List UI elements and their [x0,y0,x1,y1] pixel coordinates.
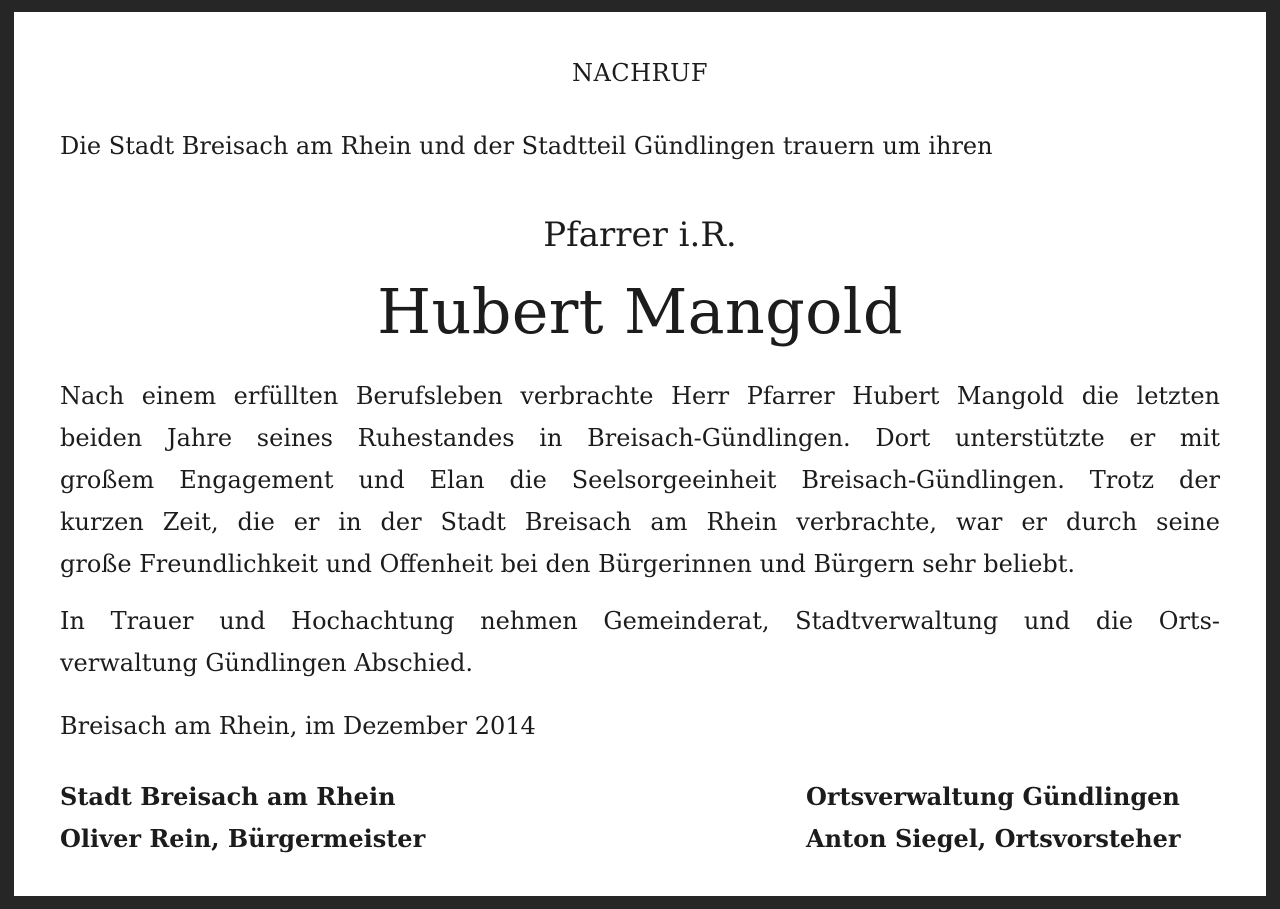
tribute-line: kurzen Zeit, die er in der Stadt Breisach am Rhein verbrachte, war er durch seine [60,508,1220,536]
tribute-line: großem Engagement und Elan die Seelsorgeeinheit Breisach-Gündlingen. Trotz der [60,466,1220,494]
tribute-line: Nach einem erfüllten Berufsleben verbrachte Herr Pfarrer Hubert Mangold die letzten [60,382,1220,410]
tribute-line: große Freundlichkeit und Offenheit bei den Bürgerinnen und Bürgern sehr beliebt. [60,550,1076,578]
farewell-line: verwaltung Gündlingen Abschied. [60,649,474,677]
intro-text: Die Stadt Breisach am Rhein und der Stadtteil Gündlingen trauern um ihren [60,132,993,160]
farewell-paragraph [60,600,1220,684]
tribute-paragraph [60,375,1220,585]
signatory-organization: Stadt Breisach am Rhein [60,782,396,811]
signatory-organization: Ortsverwaltung Gündlingen [806,782,1180,811]
place-date: Breisach am Rhein, im Dezember 2014 [60,712,536,740]
signatory-person: Anton Siegel, Ortsvorsteher [806,824,1181,853]
notice-heading: NACHRUF [571,59,709,87]
tribute-line: beiden Jahre seines Ruhestandes in Breisach-Gündlingen. Dort unterstützte er mit [60,424,1220,452]
deceased-title: Pfarrer i.R. [543,215,737,255]
signature-district [806,776,1181,860]
deceased-name: Hubert Mangold [377,275,903,348]
signature-city [60,776,425,860]
farewell-line: In Trauer und Hochachtung nehmen Gemeinderat, Stadtverwaltung und die Orts- [60,607,1220,635]
signatory-person: Oliver Rein, Bürgermeister [60,824,426,853]
